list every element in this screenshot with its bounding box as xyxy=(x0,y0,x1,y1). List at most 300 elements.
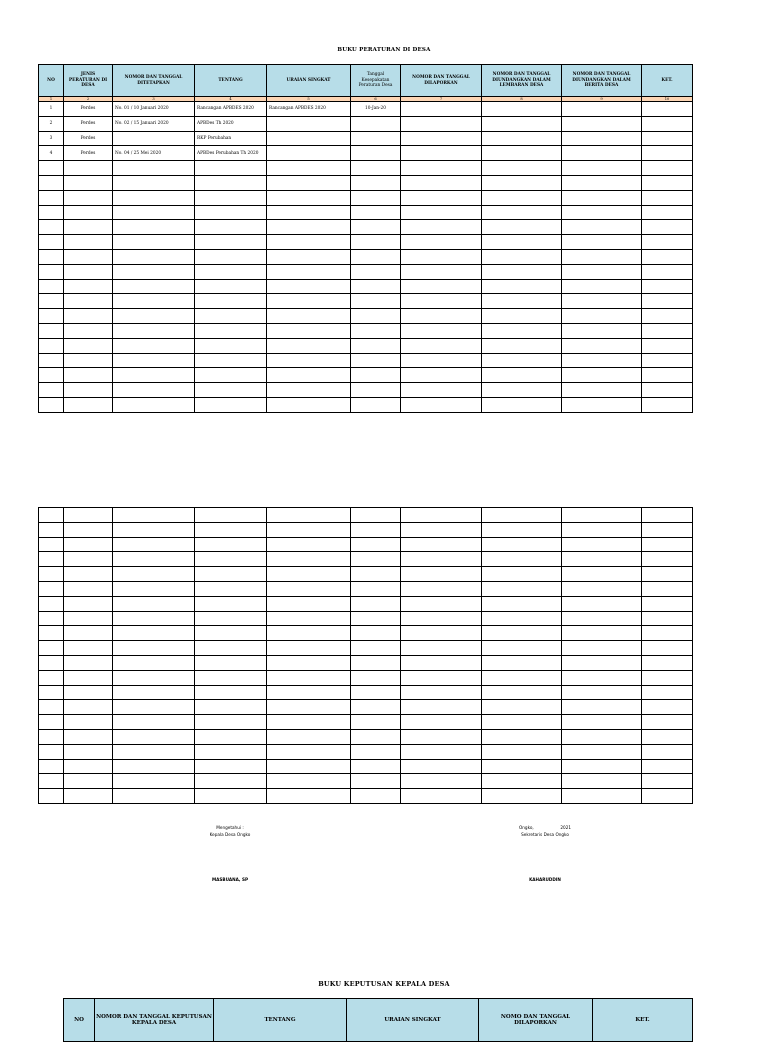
table-cell xyxy=(39,774,64,789)
table-cell xyxy=(642,383,693,398)
table-cell xyxy=(401,670,482,685)
table-cell xyxy=(482,249,562,264)
table-cell xyxy=(113,685,195,700)
table-cell xyxy=(267,715,351,730)
table-cell xyxy=(351,116,401,131)
table-cell xyxy=(39,279,64,294)
table-cell xyxy=(267,146,351,161)
table-cell xyxy=(401,353,482,368)
table-cell xyxy=(482,744,562,759)
table-cell xyxy=(113,338,195,353)
table-cell xyxy=(113,383,195,398)
table-cell xyxy=(482,641,562,656)
table-cell xyxy=(562,670,642,685)
table-cell xyxy=(267,249,351,264)
table-row xyxy=(39,789,693,804)
table-cell xyxy=(195,670,267,685)
table-cell xyxy=(267,508,351,523)
table-cell xyxy=(642,700,693,715)
table-cell xyxy=(113,700,195,715)
table-cell xyxy=(562,102,642,117)
table-row xyxy=(39,522,693,537)
table-cell xyxy=(113,190,195,205)
table-cell xyxy=(401,611,482,626)
table-cell xyxy=(64,596,113,611)
table-cell xyxy=(195,338,267,353)
table-cell xyxy=(64,581,113,596)
table-cell xyxy=(113,508,195,523)
table-cell xyxy=(351,161,401,176)
table-cell xyxy=(642,567,693,582)
header-jenis: JENIS PERATURAN DI DESA xyxy=(64,65,113,97)
signature-left-line2: Kepala Desa Ongko xyxy=(209,832,251,837)
table-cell xyxy=(482,729,562,744)
table-cell xyxy=(195,744,267,759)
table-cell xyxy=(195,759,267,774)
table-row xyxy=(39,774,693,789)
table-cell xyxy=(39,729,64,744)
table-cell xyxy=(113,715,195,730)
table-row xyxy=(39,368,693,383)
table-cell: No. 01 / 10 Januari 2020 xyxy=(113,102,195,117)
table-cell xyxy=(113,353,195,368)
table-cell xyxy=(351,294,401,309)
kepala-desa-name: MASBUANA, SP xyxy=(211,877,249,882)
table-cell xyxy=(642,685,693,700)
table-cell xyxy=(351,175,401,190)
table-cell xyxy=(39,353,64,368)
table-cell xyxy=(351,670,401,685)
table-cell xyxy=(113,641,195,656)
header-row xyxy=(39,65,693,97)
table-cell xyxy=(64,220,113,235)
table-cell xyxy=(562,552,642,567)
table-cell xyxy=(401,537,482,552)
table-cell xyxy=(195,175,267,190)
table-cell xyxy=(195,383,267,398)
table-cell: APBDes Perubahan Th 2020 xyxy=(195,146,267,161)
table-cell xyxy=(195,205,267,220)
table-cell: No. 04 / 25 Mei 2020 xyxy=(113,146,195,161)
table-cell xyxy=(113,611,195,626)
table-cell xyxy=(401,175,482,190)
table-cell xyxy=(351,368,401,383)
table-cell xyxy=(39,309,64,324)
signature-right-name xyxy=(485,876,605,883)
table-cell xyxy=(642,641,693,656)
table-cell xyxy=(39,552,64,567)
table-cell xyxy=(195,567,267,582)
table-cell xyxy=(267,279,351,294)
table-cell xyxy=(351,146,401,161)
table-cell xyxy=(642,102,693,117)
table-cell xyxy=(642,294,693,309)
table-cell xyxy=(401,102,482,117)
table-row xyxy=(39,729,693,744)
table-cell xyxy=(401,235,482,250)
table-cell xyxy=(562,205,642,220)
table-cell xyxy=(195,700,267,715)
table-cell xyxy=(39,759,64,774)
table-cell xyxy=(642,508,693,523)
table-cell xyxy=(267,729,351,744)
table-cell xyxy=(195,249,267,264)
header2-ket: KET. xyxy=(593,999,693,1042)
col-number: 7 xyxy=(401,97,482,102)
table-cell xyxy=(351,190,401,205)
table-cell xyxy=(267,161,351,176)
table-cell xyxy=(562,567,642,582)
table-cell xyxy=(562,383,642,398)
table-cell xyxy=(562,729,642,744)
table-cell xyxy=(401,581,482,596)
header2-uraian: URAIAN SINGKAT xyxy=(347,999,479,1042)
table-cell xyxy=(401,552,482,567)
table-cell xyxy=(482,294,562,309)
table-cell: 3 xyxy=(39,131,64,146)
table-cell xyxy=(482,626,562,641)
signature-right-line1: Ongko, 2021 xyxy=(518,825,572,830)
table-cell xyxy=(351,774,401,789)
table-row xyxy=(39,279,693,294)
table-row xyxy=(39,759,693,774)
table-cell xyxy=(351,508,401,523)
table-cell xyxy=(113,655,195,670)
table-row xyxy=(39,116,693,131)
keputusan-header-row xyxy=(64,999,693,1042)
table-cell xyxy=(267,205,351,220)
table-cell xyxy=(562,596,642,611)
table-cell xyxy=(401,146,482,161)
table-cell xyxy=(39,537,64,552)
table-cell xyxy=(113,323,195,338)
signature-right-line2: Sekretaris Desa Ongko xyxy=(521,832,569,837)
table-cell xyxy=(562,279,642,294)
table-cell xyxy=(267,383,351,398)
table-cell xyxy=(482,596,562,611)
table-cell xyxy=(267,774,351,789)
table-cell xyxy=(401,338,482,353)
peraturan-table xyxy=(38,64,693,413)
table-cell xyxy=(562,368,642,383)
table-cell xyxy=(351,715,401,730)
table-cell xyxy=(351,235,401,250)
table-cell: 4 xyxy=(39,146,64,161)
table-cell xyxy=(64,670,113,685)
table-cell xyxy=(195,309,267,324)
table-cell xyxy=(351,626,401,641)
table-cell xyxy=(267,190,351,205)
header-dilaporkan: NOMOR DAN TANGGAL DILAPORKAN xyxy=(401,65,482,97)
table-cell xyxy=(195,774,267,789)
table-cell xyxy=(351,309,401,324)
table-cell xyxy=(64,161,113,176)
table-cell xyxy=(642,522,693,537)
table-cell xyxy=(195,508,267,523)
table-row xyxy=(39,294,693,309)
table-cell xyxy=(642,353,693,368)
table-cell xyxy=(64,655,113,670)
table-cell xyxy=(195,655,267,670)
table-cell xyxy=(642,581,693,596)
table-cell xyxy=(195,789,267,804)
table-cell xyxy=(562,774,642,789)
table-cell xyxy=(482,338,562,353)
table-cell xyxy=(642,655,693,670)
table-row xyxy=(39,581,693,596)
table-cell xyxy=(482,102,562,117)
table-cell xyxy=(351,279,401,294)
table-cell xyxy=(64,611,113,626)
table-cell xyxy=(642,537,693,552)
table-cell xyxy=(351,581,401,596)
table-row xyxy=(39,537,693,552)
table-cell xyxy=(195,537,267,552)
table-cell xyxy=(39,700,64,715)
table-cell xyxy=(401,116,482,131)
col-number: 5 xyxy=(267,97,351,102)
table-cell xyxy=(401,641,482,656)
table-cell xyxy=(401,715,482,730)
table-cell xyxy=(195,626,267,641)
table-cell xyxy=(482,353,562,368)
table-cell xyxy=(482,537,562,552)
table-row xyxy=(39,309,693,324)
table-cell xyxy=(64,685,113,700)
table-cell xyxy=(351,685,401,700)
table-cell xyxy=(64,700,113,715)
table-cell xyxy=(113,131,195,146)
keputusan-table xyxy=(63,998,693,1042)
table-cell xyxy=(113,626,195,641)
table-cell xyxy=(39,235,64,250)
table-cell xyxy=(64,190,113,205)
table-cell xyxy=(195,235,267,250)
table-cell xyxy=(642,552,693,567)
signature-left xyxy=(170,824,290,838)
table-cell xyxy=(113,567,195,582)
table-cell xyxy=(64,309,113,324)
table-cell xyxy=(39,670,64,685)
table-cell xyxy=(113,670,195,685)
table-cell xyxy=(64,175,113,190)
table-cell xyxy=(642,611,693,626)
table-cell xyxy=(113,596,195,611)
table-cell xyxy=(64,789,113,804)
table-cell xyxy=(642,309,693,324)
table-cell xyxy=(401,626,482,641)
table-cell xyxy=(113,264,195,279)
table-cell xyxy=(562,626,642,641)
sekretaris-desa-name: KAHARUDDIN xyxy=(529,877,561,882)
table-cell xyxy=(267,397,351,412)
table-cell xyxy=(351,744,401,759)
table-cell xyxy=(113,294,195,309)
table-cell: No. 02 / 15 Januari 2020 xyxy=(113,116,195,131)
table-cell xyxy=(267,131,351,146)
table-cell xyxy=(113,249,195,264)
table-cell xyxy=(113,397,195,412)
table-cell xyxy=(401,161,482,176)
table-cell xyxy=(351,655,401,670)
table-cell xyxy=(562,641,642,656)
table-cell xyxy=(39,715,64,730)
table-cell xyxy=(482,774,562,789)
header2-tentang: TENTANG xyxy=(214,999,347,1042)
table-cell xyxy=(113,205,195,220)
table-cell xyxy=(401,294,482,309)
table-row xyxy=(39,715,693,730)
table-cell xyxy=(113,537,195,552)
col-number: 9 xyxy=(562,97,642,102)
table-cell xyxy=(562,323,642,338)
table-cell: 10-Jan-20 xyxy=(351,102,401,117)
col-number: 3 xyxy=(113,97,195,102)
table-cell xyxy=(64,508,113,523)
table-cell xyxy=(64,774,113,789)
table-cell xyxy=(267,294,351,309)
table-cell xyxy=(195,581,267,596)
table-cell xyxy=(562,744,642,759)
table-cell xyxy=(482,759,562,774)
table-cell xyxy=(267,759,351,774)
table-cell xyxy=(401,655,482,670)
table-cell xyxy=(267,175,351,190)
table-cell xyxy=(351,220,401,235)
table-cell xyxy=(39,567,64,582)
table-cell xyxy=(351,397,401,412)
table-cell xyxy=(195,264,267,279)
table-cell: Perdes xyxy=(64,131,113,146)
table-cell xyxy=(482,309,562,324)
table-cell xyxy=(267,522,351,537)
table-cell xyxy=(195,611,267,626)
table-cell xyxy=(267,235,351,250)
table-cell xyxy=(64,744,113,759)
table-cell xyxy=(267,611,351,626)
table-cell xyxy=(64,279,113,294)
table-cell xyxy=(482,146,562,161)
table-cell xyxy=(482,190,562,205)
table-cell xyxy=(562,581,642,596)
table-cell xyxy=(113,581,195,596)
table-row xyxy=(39,323,693,338)
header-ket: KET. xyxy=(642,65,693,97)
table-cell: Perdes xyxy=(64,102,113,117)
table-cell xyxy=(113,279,195,294)
table-cell xyxy=(642,249,693,264)
table-cell xyxy=(39,175,64,190)
table-cell xyxy=(562,611,642,626)
table-cell xyxy=(642,729,693,744)
table-cell xyxy=(195,190,267,205)
table-cell xyxy=(39,685,64,700)
signature-left-name xyxy=(170,876,290,883)
table-cell xyxy=(482,581,562,596)
table-cell xyxy=(113,220,195,235)
table-cell xyxy=(195,161,267,176)
table-cell xyxy=(562,789,642,804)
table-row xyxy=(39,175,693,190)
table-cell xyxy=(562,309,642,324)
table-cell xyxy=(482,175,562,190)
table-cell xyxy=(642,205,693,220)
table-cell xyxy=(267,670,351,685)
table-row xyxy=(39,567,693,582)
table-row xyxy=(39,190,693,205)
table-cell xyxy=(401,700,482,715)
table-cell xyxy=(562,685,642,700)
table-cell xyxy=(195,596,267,611)
header2-dilaporkan: NOMO DAN TANGGAL DILAPORKAN xyxy=(479,999,593,1042)
header2-no: NO xyxy=(64,999,95,1042)
table-cell xyxy=(642,759,693,774)
table-cell xyxy=(482,508,562,523)
table-cell xyxy=(482,279,562,294)
table-cell xyxy=(39,744,64,759)
col-number: 8 xyxy=(482,97,562,102)
table-cell xyxy=(482,655,562,670)
table-row xyxy=(39,264,693,279)
table-cell xyxy=(39,368,64,383)
col-number: 1 xyxy=(39,97,64,102)
table-cell xyxy=(482,131,562,146)
table-cell xyxy=(642,596,693,611)
table-cell xyxy=(562,161,642,176)
table-cell xyxy=(642,264,693,279)
header-tanggal-kesepakatan: Tanggal Kesepakatan Peraturan Desa xyxy=(351,65,401,97)
table-row xyxy=(39,552,693,567)
table-cell xyxy=(351,249,401,264)
table-cell xyxy=(562,508,642,523)
table-cell xyxy=(113,235,195,250)
table-cell xyxy=(64,626,113,641)
table-cell xyxy=(482,670,562,685)
table-cell xyxy=(39,205,64,220)
table-row xyxy=(39,626,693,641)
table-cell xyxy=(113,789,195,804)
table-cell xyxy=(562,235,642,250)
page-title: BUKU PERATURAN DI DESA xyxy=(337,47,431,53)
table-row xyxy=(39,235,693,250)
table-cell xyxy=(39,596,64,611)
table-cell xyxy=(642,670,693,685)
table-cell xyxy=(64,235,113,250)
col-number: 4 xyxy=(195,97,267,102)
table-row xyxy=(39,383,693,398)
col-number: 2 xyxy=(64,97,113,102)
table-cell xyxy=(39,641,64,656)
table-cell xyxy=(401,190,482,205)
table-cell xyxy=(351,323,401,338)
table-cell xyxy=(195,220,267,235)
table-cell xyxy=(351,729,401,744)
table-cell xyxy=(113,759,195,774)
table-cell xyxy=(562,700,642,715)
table-row xyxy=(39,685,693,700)
table-cell xyxy=(64,368,113,383)
table-cell xyxy=(351,205,401,220)
header-no: NO xyxy=(39,65,64,97)
table-cell xyxy=(64,323,113,338)
table-row xyxy=(39,161,693,176)
table-cell xyxy=(267,264,351,279)
table-cell xyxy=(642,715,693,730)
table-cell xyxy=(351,567,401,582)
table-cell xyxy=(64,397,113,412)
table-cell xyxy=(562,264,642,279)
table-cell xyxy=(401,522,482,537)
